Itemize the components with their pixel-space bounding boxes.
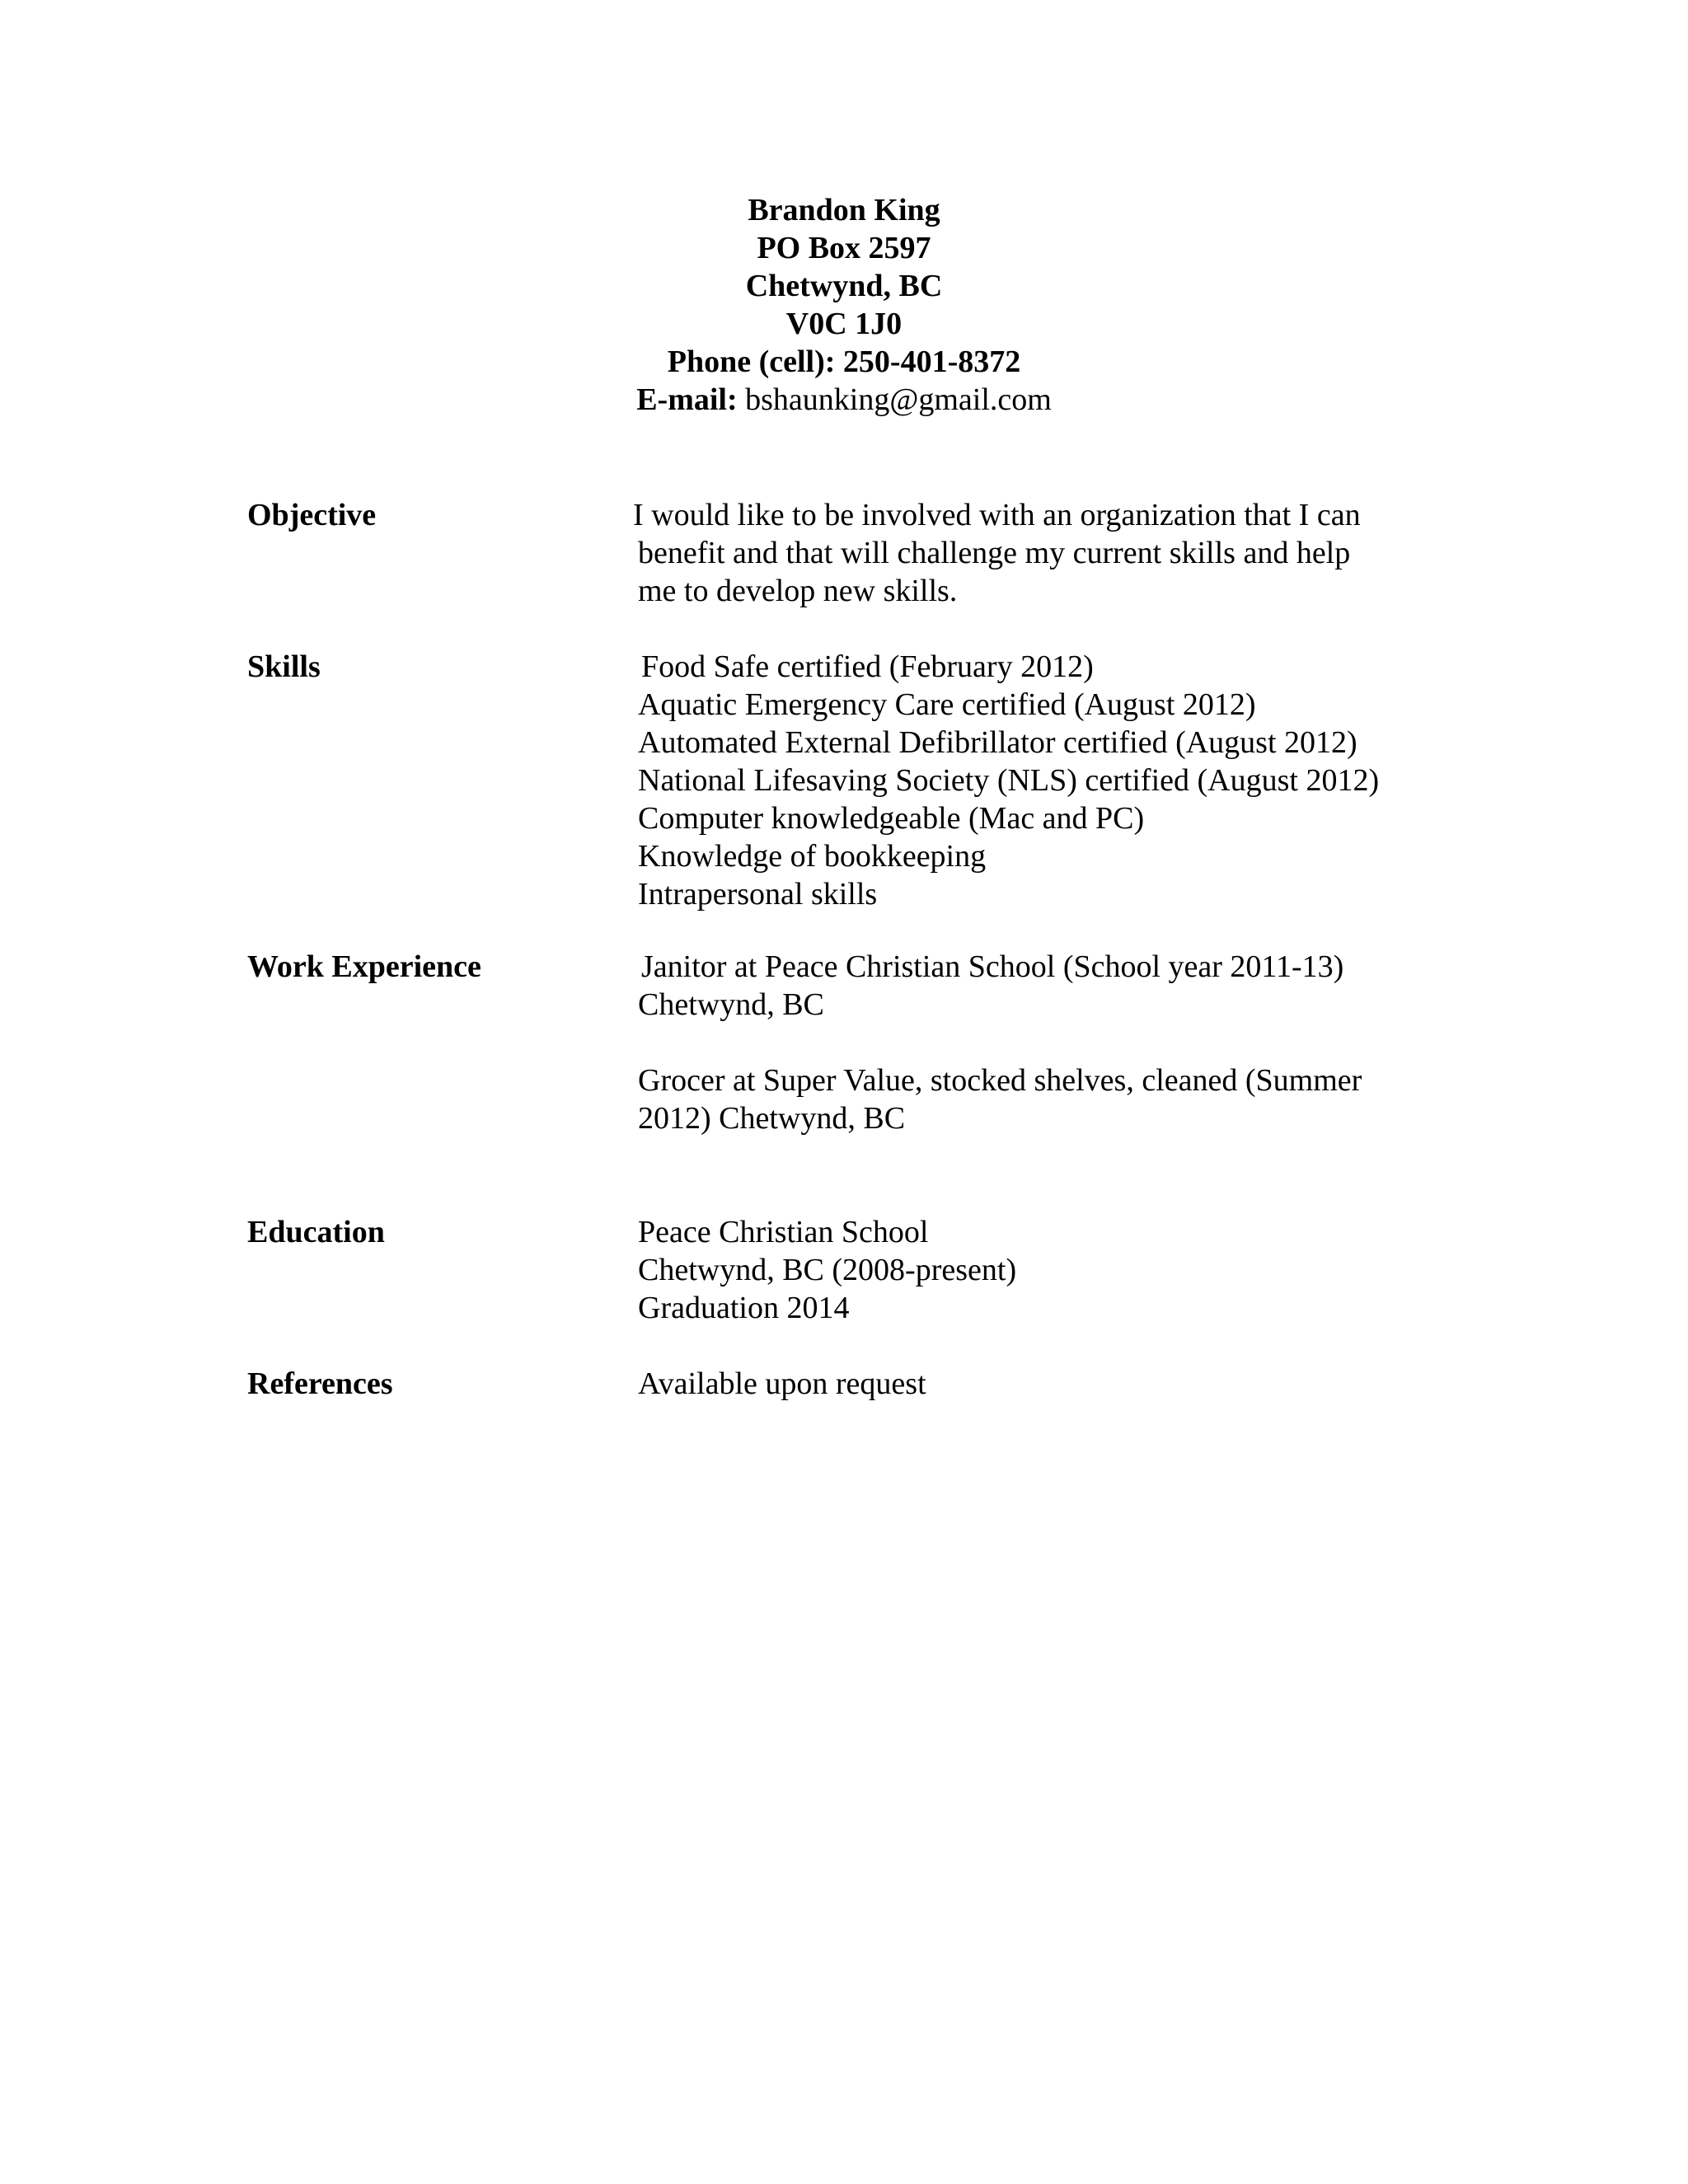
work-experience-heading: Work Experience [247,949,481,984]
objective-text [633,496,1462,610]
email-label: E-mail: [636,382,738,417]
objective-line: benefit and that will challenge my current skills and help [638,536,1351,570]
email-line [0,381,1688,419]
address-line-1: PO Box 2597 [757,231,931,265]
skill-item: National Lifesaving Society (NLS) certified (August 2012) [638,763,1380,798]
address-line-2: Chetwynd, BC [745,269,943,303]
education-line: Graduation 2014 [638,1291,850,1325]
objective-line: me to develop new skills. [638,574,958,608]
references-heading: References [247,1366,393,1401]
email-address: bshaunking@gmail.com [745,382,1052,417]
job-line: 2012) Chetwynd, BC [638,1101,906,1136]
education-line: Peace Christian School [638,1215,929,1249]
job-line: Chetwynd, BC [638,987,824,1022]
job-line: Janitor at Peace Christian School (School year 2011-13) [641,949,1344,984]
education-heading: Education [247,1215,385,1249]
job-spacer [638,1024,1462,1062]
education-line: Chetwynd, BC (2008-present) [638,1253,1017,1287]
education-list [638,1213,1462,1327]
objective-line: I would like to be involved with an organization that I can [633,498,1361,532]
skill-item: Knowledge of bookkeeping [638,839,987,874]
references-line: Available upon request [638,1366,926,1401]
skills-list [638,648,1462,913]
contact-header [0,191,1688,419]
phone-number: Phone (cell): 250-401-8372 [667,344,1021,379]
skill-item: Automated External Defibrillator certified (August 2012) [638,725,1357,760]
job-line: Grocer at Super Value, stocked shelves, cleaned (Summer [638,1063,1362,1098]
applicant-name: Brandon King [748,193,940,227]
references-text [638,1365,1462,1403]
skills-heading: Skills [247,649,321,684]
work-experience-list [638,948,1462,1137]
skill-item: Computer knowledgeable (Mac and PC) [638,801,1145,836]
skill-item: Aquatic Emergency Care certified (August 2012) [638,687,1256,722]
objective-heading: Objective [247,498,377,532]
skill-item: Intrapersonal skills [638,877,878,912]
skill-item: Food Safe certified (February 2012) [641,649,1094,684]
postal-code: V0C 1J0 [785,307,903,341]
